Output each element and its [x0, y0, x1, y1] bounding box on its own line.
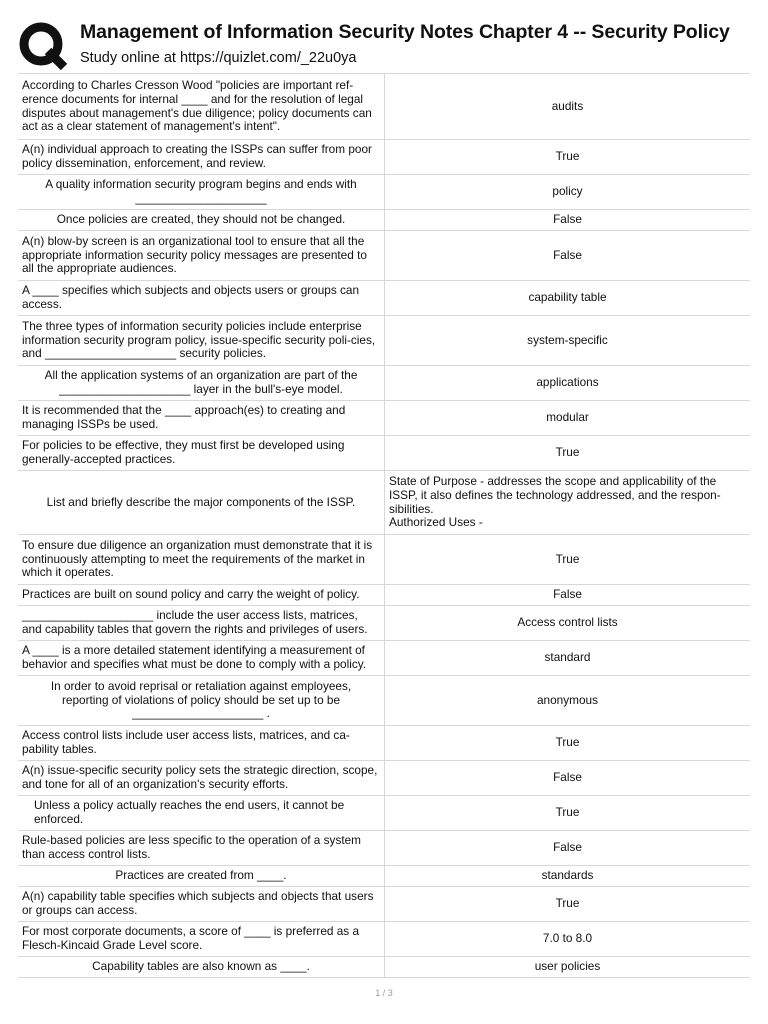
definition-cell: True	[385, 726, 751, 761]
definition-cell: True	[385, 887, 751, 922]
term-cell: Unless a policy actually reaches the end users, it cannot be enforced.	[18, 796, 385, 831]
term-cell: For most corporate documents, a score of ____ is preferred as a Flesch-Kincaid Grade Level score.	[18, 922, 385, 957]
table-row	[18, 401, 750, 436]
definition-cell: False	[385, 831, 751, 866]
term-cell: A ____ is a more detailed statement identifying a measurement of behavior and specifies what must be done to comply with a policy.	[18, 641, 385, 676]
term-cell: All the application systems of an organization are part of the ____________________ layer in the bull's-eye model.	[18, 366, 385, 401]
table-row	[18, 535, 750, 585]
flashcard-table	[18, 73, 750, 978]
definition-cell: True	[385, 535, 751, 585]
definition-cell: Access control lists	[385, 606, 751, 641]
table-row	[18, 585, 750, 606]
term-cell: In order to avoid reprisal or retaliation against employees, reporting of violations of policy should be set up to be ____________________ .	[18, 676, 385, 726]
term-cell: A quality information security program begins and ends with ____________________	[18, 175, 385, 210]
table-row	[18, 436, 750, 471]
table-row	[18, 175, 750, 210]
definition-cell: audits	[385, 74, 751, 140]
term-cell: According to Charles Cresson Wood "policies are important ref-erence documents for internal ____ and for the resolution of legal disputes about management's due diligence; policy documents can act as a clear statement of management's intent".	[18, 74, 385, 140]
definition-cell: policy	[385, 175, 751, 210]
page-number: 1 / 3	[375, 988, 393, 998]
table-row	[18, 210, 750, 231]
table-row	[18, 281, 750, 316]
definition-cell: standard	[385, 641, 751, 676]
definition-cell: True	[385, 796, 751, 831]
definition-cell: user policies	[385, 957, 751, 978]
page-header	[18, 18, 758, 70]
table-row	[18, 866, 750, 887]
definition-cell: standards	[385, 866, 751, 887]
table-row	[18, 761, 750, 796]
term-cell: Practices are created from ____.	[18, 866, 385, 887]
term-cell: It is recommended that the ____ approach(es) to creating and managing ISSPs be used.	[18, 401, 385, 436]
term-cell: Access control lists include user access lists, matrices, and ca-pability tables.	[18, 726, 385, 761]
definition-cell: applications	[385, 366, 751, 401]
term-cell: Practices are built on sound policy and carry the weight of policy.	[18, 585, 385, 606]
page-title: Management of Information Security Notes Chapter 4 -- Security Policy	[80, 21, 730, 43]
quizlet-logo-icon	[18, 20, 68, 70]
definition-cell: False	[385, 761, 751, 796]
table-row	[18, 726, 750, 761]
term-cell: ____________________ include the user access lists, matrices, and capability tables that govern the rights and privileges of users.	[18, 606, 385, 641]
table-row	[18, 831, 750, 866]
table-row	[18, 922, 750, 957]
table-row	[18, 471, 750, 535]
table-row	[18, 316, 750, 366]
term-cell: For policies to be effective, they must first be developed using generally-accepted practices.	[18, 436, 385, 471]
term-cell: A ____ specifies which subjects and objects users or groups can access.	[18, 281, 385, 316]
table-row	[18, 796, 750, 831]
term-cell: To ensure due diligence an organization must demonstrate that it is continuously attempting to meet the requirements of the market in which it operates.	[18, 535, 385, 585]
table-row	[18, 676, 750, 726]
table-row	[18, 231, 750, 281]
definition-cell: True	[385, 140, 751, 175]
term-cell: The three types of information security policies include enterprise information security program policy, issue-specific security poli-cies, and ____________________ security policies.	[18, 316, 385, 366]
definition-cell: False	[385, 585, 751, 606]
table-row	[18, 366, 750, 401]
term-cell: Capability tables are also known as ____.	[18, 957, 385, 978]
table-row	[18, 641, 750, 676]
definition-cell: True	[385, 436, 751, 471]
table-row	[18, 74, 750, 140]
table-row	[18, 887, 750, 922]
term-cell: A(n) capability table specifies which subjects and objects that users or groups can access.	[18, 887, 385, 922]
definition-cell: capability table	[385, 281, 751, 316]
definition-cell: system-specific	[385, 316, 751, 366]
definition-cell: False	[385, 231, 751, 281]
table-row	[18, 957, 750, 978]
table-row	[18, 606, 750, 641]
definition-cell: False	[385, 210, 751, 231]
term-cell: A(n) blow-by screen is an organizational tool to ensure that all the appropriate information security policy messages are presented to all the appropriate audiences.	[18, 231, 385, 281]
study-online-link[interactable]: Study online at https://quizlet.com/_22u0ya	[80, 50, 357, 66]
definition-cell: modular	[385, 401, 751, 436]
term-cell: A(n) individual approach to creating the ISSPs can suffer from poor policy dissemination, enforcement, and review.	[18, 140, 385, 175]
definition-cell: anonymous	[385, 676, 751, 726]
definition-cell: State of Purpose - addresses the scope and applicability of the ISSP, it also defines the technology addressed, and the respon-sibilities. Authorized Uses -	[385, 471, 751, 535]
term-cell: Once policies are created, they should not be changed.	[18, 210, 385, 231]
term-cell: A(n) issue-specific security policy sets the strategic direction, scope, and tone for all of an organization's security efforts.	[18, 761, 385, 796]
table-row	[18, 140, 750, 175]
definition-cell: 7.0 to 8.0	[385, 922, 751, 957]
term-cell: Rule-based policies are less specific to the operation of a system than access control lists.	[18, 831, 385, 866]
term-cell: List and briefly describe the major components of the ISSP.	[18, 471, 385, 535]
